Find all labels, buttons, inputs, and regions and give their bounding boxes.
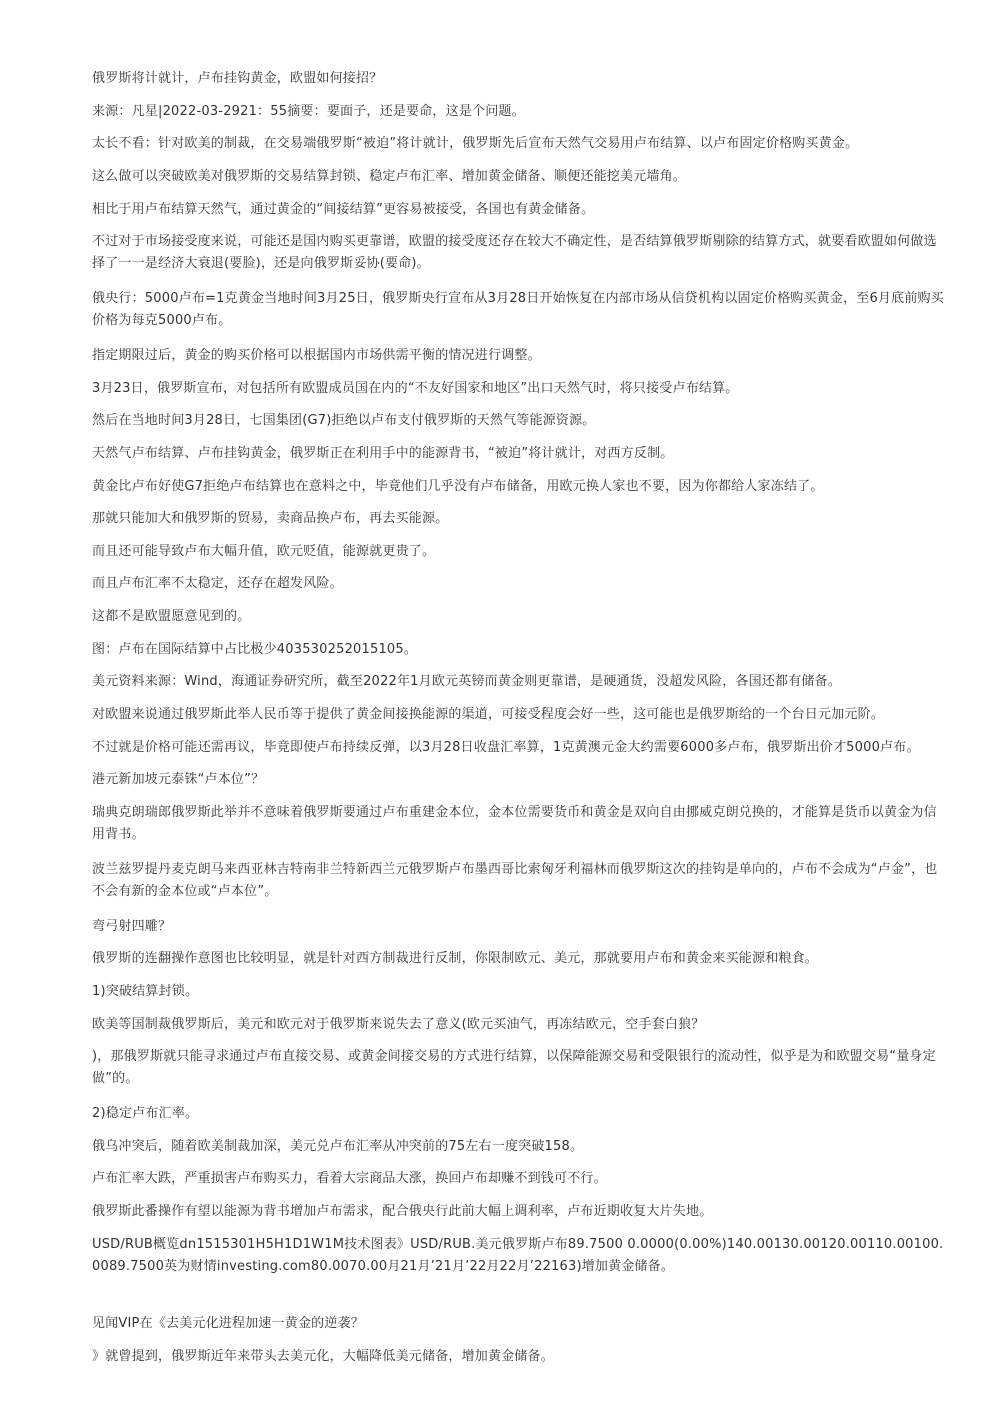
paragraph-central-bank: 俄央行：5000卢布=1克黄金当地时间3月25日，俄罗斯央行宣布从3月28日开始恢复在内部市场从信贷机构以固定价格购买黄金，至6月底前购买价格为每克5000卢布。 bbox=[92, 291, 944, 328]
article-title: 俄罗斯将计就计，卢布挂钩黄金，欧盟如何接招？ bbox=[92, 71, 383, 86]
paragraph-summary: 太长不看：针对欧美的制裁，在交易端俄罗斯“被迫”将计就计，俄罗斯先后宣布天然气交易用卢布结算、以卢布固定价格购买黄金。 bbox=[92, 136, 859, 151]
figure-caption: 图：卢布在国际结算中占比极少403530252015105。 bbox=[92, 642, 418, 657]
article-source-line: 来源：凡星|2022-03-2921：55摘要：要面子，还是要命，这是个问题。 bbox=[92, 104, 525, 119]
paragraph-comparison: 相比于用卢布结算天然气，通过黄金的“间接结算”更容易被接受，各国也有黄金储备。 bbox=[92, 202, 595, 217]
paragraph-vip-reference: 见闻VIP在《去美元化进程加速一黄金的逆袭？ bbox=[92, 1316, 364, 1331]
paragraph-trade: 那就只能加大和俄罗斯的贸易，卖商品换卢布，再去买能源。 bbox=[92, 511, 449, 526]
paragraph-data-source: 美元资料来源：Wind，海通证券研究所，截至2022年1月欧元英镑而黄金则更靠谱，是硬通货，没超发风险，各国还都有储备。 bbox=[92, 674, 842, 689]
paragraph-demand: 俄罗斯此番操作有望以能源为背书增加卢布需求，配合俄央行此前大幅上调利率，卢布近期收复大片失地。 bbox=[92, 1204, 713, 1219]
paragraph-settlement: )，那俄罗斯就只能寻求通过卢布直接交易、或黄金间接交易的方式进行结算，以保障能源交易和受限银行的流动性，似乎是为和欧盟交易“量身定做”的。 bbox=[92, 1049, 936, 1086]
paragraph-price-adjust: 指定期限过后，黄金的购买价格可以根据国内市场供需平衡的情况进行调整。 bbox=[92, 348, 541, 363]
paragraph-march-23: 3月23日，俄罗斯宣布，对包括所有欧盟成员国在内的“不友好国家和地区”出口天然气时，将只接受卢布结算。 bbox=[92, 381, 739, 396]
paragraph-countermeasure: 天然气卢布结算、卢布挂钩黄金，俄罗斯正在利用手中的能源背书，“被迫”将计就计，对西方反制。 bbox=[92, 446, 674, 461]
paragraph-purpose: 这么做可以突破欧美对俄罗斯的交易结算封锁、稳定卢布汇率、增加黄金储备、顺便还能挖美元墙角。 bbox=[92, 169, 687, 184]
paragraph-one-way-peg: 波兰兹罗提丹麦克朗马来西亚林吉特南非兰特新西兰元俄罗斯卢布墨西哥比索匈牙利福林而俄罗斯这次的挂钩是单向的，卢布不会成为“卢金”，也不会有新的金本位或“卢本位”。 bbox=[92, 862, 938, 899]
paragraph-sanctions: 欧美等国制裁俄罗斯后，美元和欧元对于俄罗斯来说失去了意义(欧元买油气，再冻结欧元，空手套白狼？ bbox=[92, 1017, 705, 1032]
paragraph-instability: 而且卢布汇率不太稳定，还存在超发风险。 bbox=[92, 576, 343, 591]
paragraph-appreciation: 而且还可能导致卢布大幅升值，欧元贬值，能源就更贵了。 bbox=[92, 544, 436, 559]
paragraph-usdrub-chart-text: USD/RUB概览dn1515301H5H1D1W1M技术图表》USD/RUB.美元俄罗斯卢布89.7500 0.0000(0.00%)140.00130.00120.00110.00100.0089.7500英为财情investing.com80.0070.00月21月’21月’22月22月’22163)增加黄金储备。 bbox=[92, 1237, 944, 1274]
paragraph-gold-standard: 瑞典克朗瑞郎俄罗斯此举并不意味着俄罗斯要通过卢布重建金本位，金本位需要货币和黄金是双向自由挪威克朗兑换的，才能算是货币以黄金为信用背书。 bbox=[92, 805, 937, 842]
paragraph-de-dollarization: 》就曾提到，俄罗斯近年来带头去美元化，大幅降低美元储备，增加黄金储备。 bbox=[92, 1349, 555, 1364]
paragraph-intent: 俄罗斯的连翻操作意图也比较明显，就是针对西方制裁进行反制，你限制欧元、美元，那就要用卢布和黄金来买能源和粮食。 bbox=[92, 951, 819, 966]
paragraph-eu-channel: 对欧盟来说通过俄罗斯此举人民币等于提供了黄金间接换能源的渠道，可接受程度会好一些，这可能也是俄罗斯给的一个台日元加元阶。 bbox=[92, 707, 885, 722]
list-point-2: 2)稳定卢布汇率。 bbox=[92, 1106, 199, 1121]
paragraph-acceptance: 不过对于市场接受度来说，可能还是国内购买更靠谱，欧盟的接受度还存在较大不确定性，是否结算俄罗斯剔除的结算方式，就要看欧盟如何做选择了一一是经济大衰退(要脸)，还是向俄罗斯妥协(要命)。 bbox=[92, 234, 937, 271]
list-point-1: 1)突破结算封锁。 bbox=[92, 984, 199, 999]
paragraph-eu-unwilling: 这都不是欧盟愿意见到的。 bbox=[92, 609, 251, 624]
paragraph-exchange-rate: 俄乌冲突后，随着欧美制裁加深，美元兑卢布汇率从冲突前的75左右一度突破158。 bbox=[92, 1139, 584, 1154]
section-heading-four-birds: 弯弓射四雕？ bbox=[92, 919, 172, 934]
section-heading-ruble-standard: 港元新加坡元泰铢“卢本位”？ bbox=[92, 772, 265, 787]
paragraph-price: 不过就是价格可能还需再议，毕竟即使卢布持续反弹，以3月28日收盘汇率算，1克黄澳元金大约需要6000多卢布，俄罗斯出价才5000卢布。 bbox=[92, 740, 920, 755]
paragraph-gold-vs-ruble: 黄金比卢布好使G7拒绝卢布结算也在意料之中，毕竟他们几乎没有卢布储备，用欧元换人家也不要，因为你都给人家冻结了。 bbox=[92, 479, 824, 494]
paragraph-purchasing-power: 卢布汇率大跌，严重损害卢布购买力，看着大宗商品大涨，换回卢布却赚不到钱可不行。 bbox=[92, 1171, 607, 1186]
paragraph-g7-refusal: 然后在当地时间3月28日，七国集团(G7)拒绝以卢布支付俄罗斯的天然气等能源资源。 bbox=[92, 413, 596, 428]
